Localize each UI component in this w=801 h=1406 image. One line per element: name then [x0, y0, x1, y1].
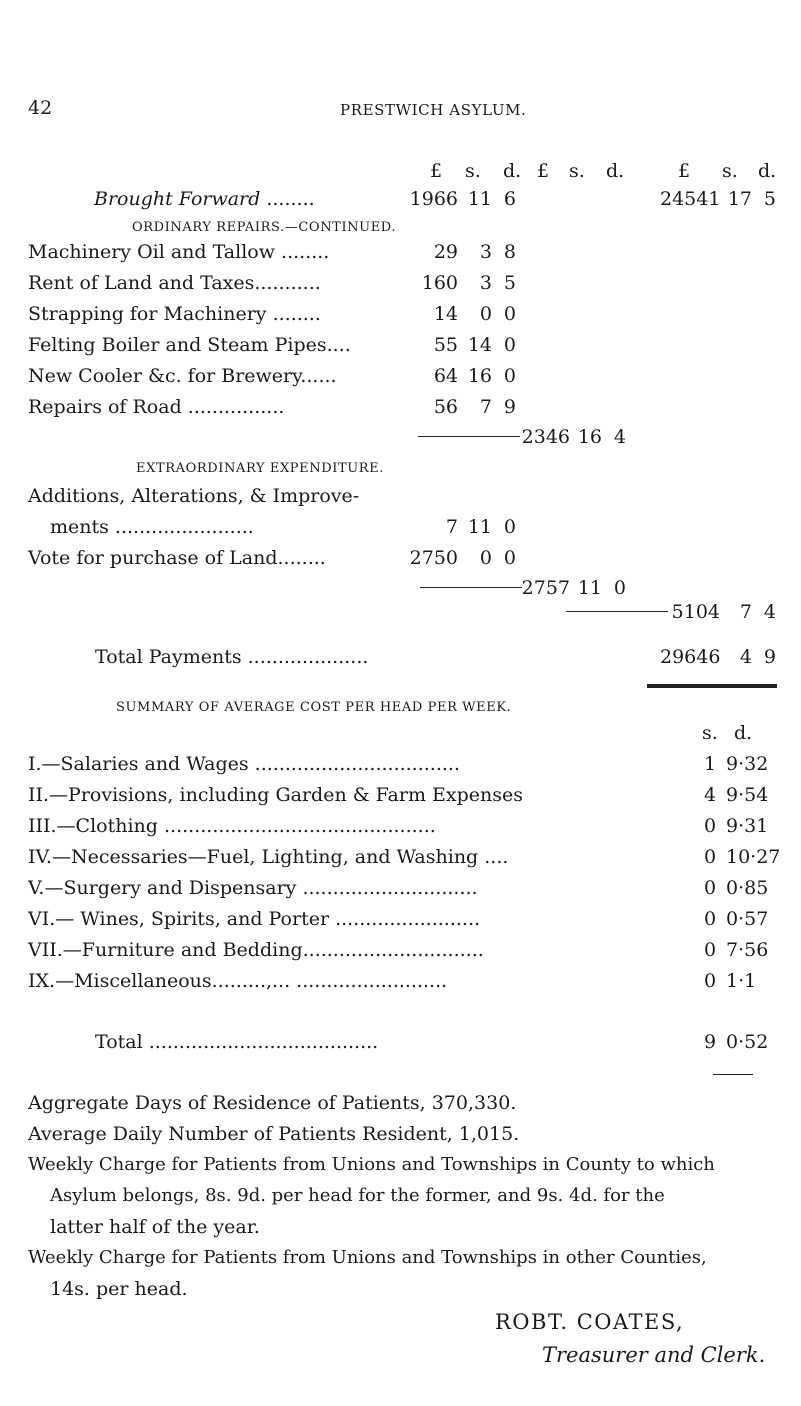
amount-shillings: 3 [479, 272, 492, 294]
section-total-pence: 4 [763, 601, 776, 623]
note-line: latter half of the year. [50, 1216, 260, 1238]
page-number: 42 [28, 97, 53, 119]
summary-row-label: I.—Salaries and Wages .................................. [28, 753, 460, 775]
total-payments-pence: 9 [763, 646, 776, 668]
amount-pounds: 55 [433, 334, 458, 356]
summary-col-d: d. [734, 722, 753, 744]
amount-pounds: 2750 [409, 547, 458, 569]
line-item-label: Additions, Alterations, & Improve- [28, 485, 360, 507]
sum-rule [566, 611, 668, 612]
summary-row-d: 9·54 [726, 784, 769, 806]
note-line: 14s. per head. [50, 1278, 188, 1300]
pound-header: £ [430, 160, 443, 182]
pound-header: £ [678, 160, 691, 182]
amount-shillings: 11 [467, 516, 492, 538]
note-line: Asylum belongs, 8s. 9d. per head for the former, and 9s. 4d. for the [50, 1185, 665, 1206]
summary-row-s: 1 [704, 753, 717, 775]
amount-pence: 5 [503, 272, 516, 294]
line-item-label: Vote for purchase of Land........ [28, 547, 326, 569]
subtotal-pence: 0 [613, 577, 626, 599]
summary-row-s: 4 [704, 784, 717, 806]
summary-row-d: 9·31 [726, 815, 769, 837]
amount-pence: 0 [503, 516, 516, 538]
subtotal-pounds: 2346 [521, 426, 570, 448]
amount-shillings: 16 [467, 365, 492, 387]
amount-pounds: 14 [433, 303, 458, 325]
amount-pounds: 7 [445, 516, 458, 538]
summary-row-s: 0 [704, 815, 717, 837]
line-item-label: New Cooler &c. for Brewery...... [28, 365, 337, 387]
sum-rule [420, 587, 522, 588]
amount-pence: 0 [503, 334, 516, 356]
summary-total-label: Total ...................................... [95, 1031, 379, 1053]
summary-row-d: 7·56 [726, 939, 769, 961]
amount-shillings: 14 [467, 334, 492, 356]
shilling-header: s. [722, 160, 738, 182]
amount-shillings: 17 [727, 188, 752, 210]
pence-header: d. [606, 160, 625, 182]
signature-title: Treasurer and Clerk. [542, 1343, 766, 1367]
summary-row-label: III.—Clothing ............................................. [28, 815, 436, 837]
leader-dots: ........ [266, 188, 315, 210]
amount-pence: 9 [503, 396, 516, 418]
summary-heading: SUMMARY OF AVERAGE COST PER HEAD PER WEEK. [116, 700, 512, 715]
summary-row-label: II.—Provisions, including Garden & Farm Expenses [28, 784, 524, 806]
amount-pence: 0 [503, 303, 516, 325]
sum-rule [418, 436, 520, 437]
shilling-header: s. [465, 160, 481, 182]
total-payments-label: Total Payments .................... [95, 646, 369, 668]
amount-pounds: 64 [433, 365, 458, 387]
summary-row-s: 0 [704, 877, 717, 899]
amount-shillings: 11 [467, 188, 492, 210]
note-line: Weekly Charge for Patients from Unions and Townships in other Counties, [28, 1247, 707, 1268]
summary-total-d: 0·52 [726, 1031, 769, 1053]
summary-col-s: s. [702, 722, 718, 744]
section-total-pounds: 5104 [671, 601, 720, 623]
total-payments-pounds: 29646 [660, 646, 721, 668]
line-item-label: Strapping for Machinery ........ [28, 303, 321, 325]
amount-pounds: 1966 [409, 188, 458, 210]
subtotal-pounds: 2757 [521, 577, 570, 599]
pound-header: £ [537, 160, 550, 182]
summary-row-s: 0 [704, 970, 717, 992]
line-item-label: ments ....................... [50, 516, 254, 538]
brought-forward-label: Brought Forward [94, 188, 261, 210]
summary-row-s: 0 [704, 908, 717, 930]
running-title: PRESTWICH ASYLUM. [340, 101, 527, 119]
line-item-label: Machinery Oil and Tallow ........ [28, 241, 330, 263]
summary-row-s: 0 [704, 939, 717, 961]
summary-row-label: VII.—Furniture and Bedding.............................. [28, 939, 484, 961]
amount-shillings: 0 [479, 303, 492, 325]
line-item-label: Felting Boiler and Steam Pipes.... [28, 334, 351, 356]
section-total-shillings: 7 [739, 601, 752, 623]
total-payments-shillings: 4 [739, 646, 752, 668]
amount-shillings: 7 [479, 396, 492, 418]
amount-pounds: 24541 [660, 188, 721, 210]
double-rule [647, 684, 777, 688]
amount-pounds: 29 [433, 241, 458, 263]
summary-row-d: 9·32 [726, 753, 769, 775]
amount-pence: 0 [503, 547, 516, 569]
amount-shillings: 0 [479, 547, 492, 569]
summary-row-label: IV.—Necessaries—Fuel, Lighting, and Washing .... [28, 846, 509, 868]
summary-row-d: 0·85 [726, 877, 769, 899]
subtotal-shillings: 16 [577, 426, 602, 448]
amount-shillings: 3 [479, 241, 492, 263]
summary-row-label: IX.—Miscellaneous.........,... ......................... [28, 970, 448, 992]
note-line: Aggregate Days of Residence of Patients, 370,330. [28, 1092, 517, 1114]
amount-pounds: 160 [421, 272, 458, 294]
line-item-label: Repairs of Road ................ [28, 396, 285, 418]
subtotal-pence: 4 [613, 426, 626, 448]
summary-row-label: VI.— Wines, Spirits, and Porter ........................ [28, 908, 481, 930]
summary-row-d: 10·27 [726, 846, 781, 868]
summary-total-s: 9 [704, 1031, 717, 1053]
pence-header: d. [503, 160, 522, 182]
amount-pence: 0 [503, 365, 516, 387]
summary-row-label: V.—Surgery and Dispensary ............................. [28, 877, 478, 899]
subtotal-shillings: 11 [577, 577, 602, 599]
brought-forward-row [94, 188, 315, 210]
summary-row-d: 1·1 [726, 970, 757, 992]
section-heading: EXTRAORDINARY EXPENDITURE. [136, 461, 385, 476]
note-line: Weekly Charge for Patients from Unions and Townships in County to which [28, 1154, 715, 1175]
signature-name: ROBT. COATES, [495, 1310, 685, 1334]
summary-row-s: 0 [704, 846, 717, 868]
amount-pence: 6 [503, 188, 516, 210]
line-item-label: Rent of Land and Taxes........... [28, 272, 321, 294]
note-line: Average Daily Number of Patients Resident, 1,015. [28, 1123, 520, 1145]
pence-header: d. [758, 160, 777, 182]
amount-pounds: 56 [433, 396, 458, 418]
shilling-header: s. [569, 160, 585, 182]
amount-pence: 8 [503, 241, 516, 263]
section-heading: ORDINARY REPAIRS.—CONTINUED. [132, 220, 397, 235]
total-rule [713, 1074, 753, 1075]
amount-pence: 5 [763, 188, 776, 210]
summary-row-d: 0·57 [726, 908, 769, 930]
